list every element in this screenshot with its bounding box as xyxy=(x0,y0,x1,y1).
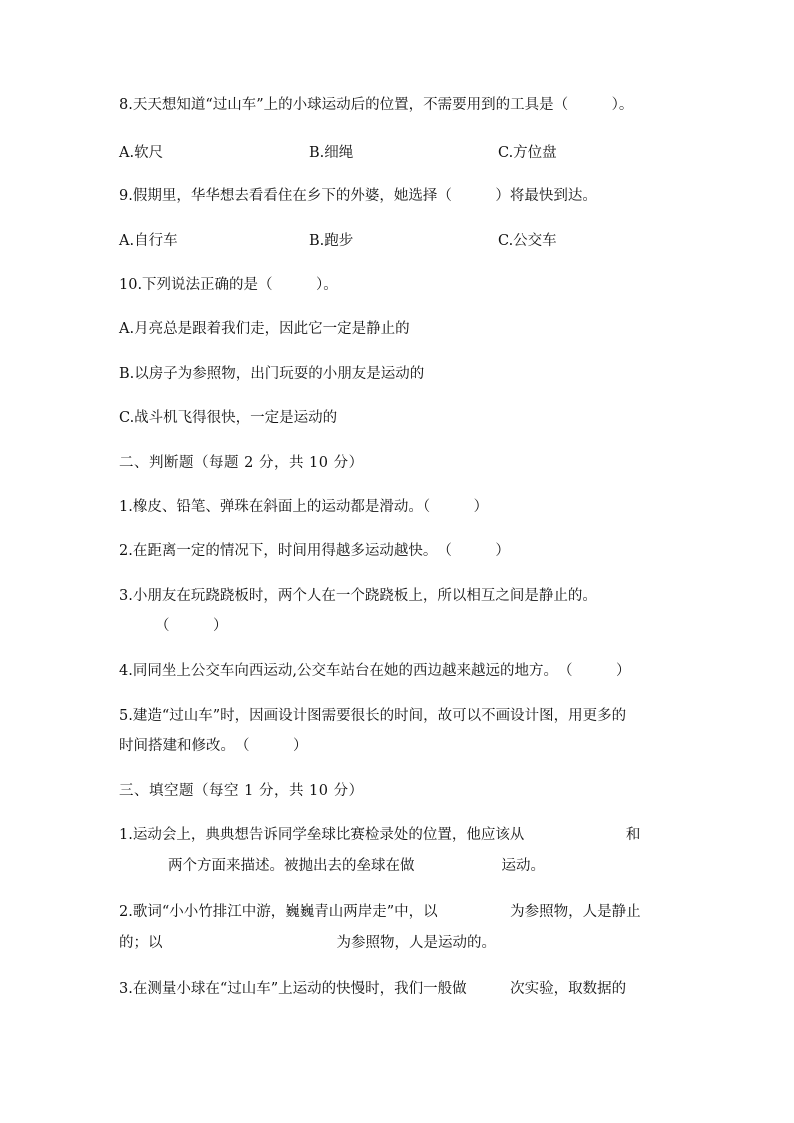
section2-heading: 二、判断题（每题 2 分，共 10 分） xyxy=(119,455,364,471)
q9-option-a: A.自行车 xyxy=(119,233,178,249)
judge-item-3: 3.小朋友在玩跷跷板时，两个人在一个跷跷板上，所以相互之间是静止的。 xyxy=(119,588,597,604)
q9-option-c: C.公交车 xyxy=(498,233,557,249)
q9-text: 9.假期里，华华想去看看住在乡下的外婆，她选择（ ）将最快到达。 xyxy=(119,188,597,204)
judge-item-2: 2.在距离一定的情况下，时间用得越多运动越快。 （ ） xyxy=(119,543,510,559)
q8-option-c: C.方位盘 xyxy=(498,145,557,161)
fill-item-1: 1.运动会上，典典想告诉同学垒球比赛检录处的位置，他应该从 和 xyxy=(119,827,641,843)
judge-item-1: 1.橡皮、铅笔、弹珠在斜面上的运动都是滑动。（ ） xyxy=(119,499,489,515)
q9-option-b: B.跑步 xyxy=(309,233,354,249)
fill-item-1-cont: 两个方面来描述。被抛出去的垒球在做 运动。 xyxy=(168,858,545,874)
q10-option-c: C.战斗机飞得很快，一定是运动的 xyxy=(119,410,338,426)
section3-heading: 三、填空题（每空 1 分，共 10 分） xyxy=(119,783,364,799)
fill-item-3: 3.在测量小球在“过山车”上运动的快慢时，我们一般做 次实验，取数据的 xyxy=(119,981,627,997)
q10-text: 10.下列说法正确的是（ ）。 xyxy=(119,277,338,293)
q8-option-b: B.细绳 xyxy=(309,145,354,161)
q8-text: 8.天天想知道“过山车”上的小球运动后的位置，不需要用到的工具是（ ）。 xyxy=(119,97,634,113)
fill-item-2: 2.歌词“小小竹排江中游，巍巍青山两岸走”中，以 为参照物，人是静止 xyxy=(119,904,641,920)
q10-option-a: A.月亮总是跟着我们走，因此它一定是静止的 xyxy=(119,321,410,337)
fill-item-2-cont: 的；以 为参照物，人是运动的。 xyxy=(119,935,496,951)
judge-item-5: 5.建造“过山车”时，因画设计图需要很长的时间，故可以不画设计图，用更多的 xyxy=(119,708,627,724)
judge-item-5-cont: 时间搭建和修改。 （ ） xyxy=(119,738,308,754)
judge-item-3-bracket: （ ） xyxy=(155,618,228,634)
judge-item-4: 4.同同坐上公交车向西运动,公交车站台在她的西边越来越远的地方。 （ ） xyxy=(119,663,631,679)
q8-option-a: A.软尺 xyxy=(119,145,164,161)
q10-option-b: B.以房子为参照物，出门玩耍的小朋友是运动的 xyxy=(119,366,425,382)
